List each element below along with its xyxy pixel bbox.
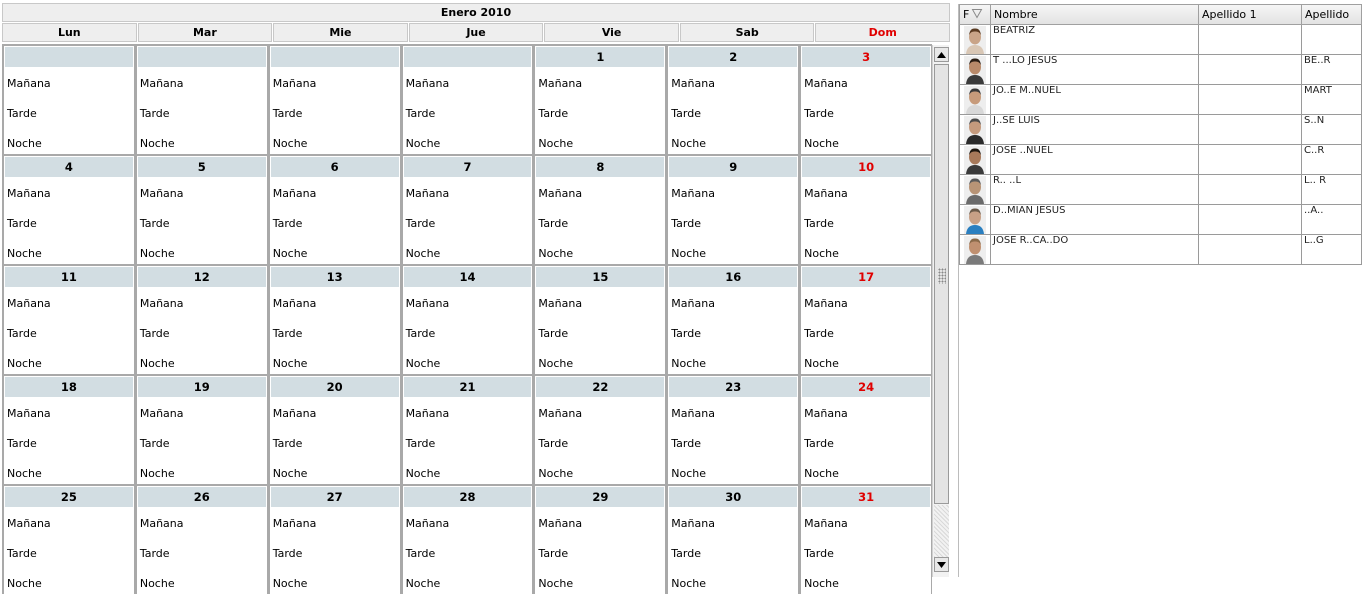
- shift-label-tarde[interactable]: Tarde: [804, 437, 834, 450]
- day-number: 18: [5, 377, 133, 397]
- apellido2-cell-text: L..G: [1304, 235, 1324, 246]
- day-number: 29: [536, 487, 664, 507]
- day-cell[interactable]: [135, 44, 268, 154]
- day-number: 8: [536, 157, 664, 177]
- shift-label-manana[interactable]: Mañana: [804, 187, 848, 200]
- day-number: 11: [5, 267, 133, 287]
- shift-label-tarde[interactable]: Tarde: [405, 107, 436, 120]
- shift-label-noche[interactable]: Noche: [538, 247, 574, 260]
- shift-label-noche[interactable]: Noche: [139, 577, 175, 590]
- shift-label-noche[interactable]: Noche: [272, 467, 308, 480]
- avatar: [964, 236, 986, 264]
- shift-label-noche[interactable]: Noche: [804, 357, 839, 370]
- shift-label-manana[interactable]: Mañana: [804, 77, 848, 90]
- day-cell[interactable]: [533, 484, 666, 594]
- shift-label-manana[interactable]: Mañana: [7, 407, 51, 420]
- shift-label-manana[interactable]: Mañana: [7, 77, 51, 90]
- shift-label-manana[interactable]: Mañana: [804, 517, 848, 530]
- shift-label-manana[interactable]: Mañana: [139, 77, 184, 90]
- nombre-cell-text: JO..E M..NUEL: [993, 85, 1061, 96]
- column-header-nombre[interactable]: Nombre: [991, 4, 1199, 25]
- column-header-photo-label: F: [963, 8, 970, 21]
- shift-label-tarde[interactable]: Tarde: [7, 437, 37, 450]
- day-number: 20: [271, 377, 399, 397]
- shift-label-manana[interactable]: Mañana: [671, 407, 715, 420]
- apellido2-cell: [1302, 115, 1362, 145]
- shift-label-manana[interactable]: Mañana: [804, 297, 848, 310]
- day-cell[interactable]: [401, 44, 534, 154]
- shift-label-noche[interactable]: Noche: [405, 467, 441, 480]
- day-cell[interactable]: [666, 44, 799, 154]
- shift-label-tarde[interactable]: Tarde: [7, 327, 37, 340]
- day-cell[interactable]: [799, 154, 932, 264]
- shift-label-noche[interactable]: Noche: [804, 137, 839, 150]
- day-number: 13: [271, 267, 399, 287]
- shift-label-tarde[interactable]: Tarde: [671, 327, 701, 340]
- day-number: 30: [669, 487, 797, 507]
- shift-label-noche[interactable]: Noche: [405, 357, 441, 370]
- apellido2-cell: [1302, 55, 1362, 85]
- table-row[interactable]: [959, 205, 1362, 235]
- day-number: 2: [669, 47, 797, 67]
- day-number: 19: [138, 377, 266, 397]
- day-number: 31: [802, 487, 930, 507]
- day-number: 17: [802, 267, 930, 287]
- photo-cell: [959, 55, 991, 85]
- apellido1-cell: [1199, 25, 1302, 55]
- nombre-cell-text: BEATRIZ: [993, 25, 1036, 36]
- column-header-apellido1[interactable]: Apellido 1: [1199, 4, 1302, 25]
- shift-label-manana[interactable]: Mañana: [272, 297, 317, 310]
- shift-label-manana[interactable]: Mañana: [538, 77, 583, 90]
- shift-label-noche[interactable]: Noche: [671, 467, 707, 480]
- shift-label-noche[interactable]: Noche: [272, 577, 308, 590]
- shift-label-manana[interactable]: Mañana: [7, 187, 51, 200]
- day-cell[interactable]: [135, 374, 268, 484]
- day-number: 5: [138, 157, 266, 177]
- shift-label-noche[interactable]: Noche: [538, 467, 574, 480]
- avatar: [964, 176, 986, 204]
- shift-label-manana[interactable]: Mañana: [538, 517, 583, 530]
- nombre-cell: [991, 115, 1199, 145]
- shift-label-tarde[interactable]: Tarde: [139, 217, 170, 230]
- sort-descending-icon: [972, 9, 982, 18]
- shift-label-manana[interactable]: Mañana: [272, 187, 317, 200]
- arrow-down-icon: [937, 562, 946, 568]
- day-cell[interactable]: [268, 484, 401, 594]
- apellido2-cell-text: L.. R: [1304, 175, 1327, 186]
- day-cell[interactable]: [533, 374, 666, 484]
- shift-label-noche[interactable]: Noche: [272, 137, 308, 150]
- nombre-cell-text: R.. ..L: [993, 175, 1022, 186]
- shift-label-tarde[interactable]: Tarde: [804, 327, 834, 340]
- day-cell[interactable]: [401, 484, 534, 594]
- weekday-sab: Sab: [680, 23, 815, 42]
- shift-label-manana[interactable]: Mañana: [272, 407, 317, 420]
- shift-label-tarde[interactable]: Tarde: [7, 547, 37, 560]
- day-cell[interactable]: [2, 44, 135, 154]
- avatar: [964, 116, 986, 144]
- weekday-jue: Jue: [409, 23, 544, 42]
- day-number: 10: [802, 157, 930, 177]
- column-header-photo[interactable]: [959, 4, 991, 25]
- shift-label-manana[interactable]: Mañana: [671, 297, 715, 310]
- shift-label-tarde[interactable]: Tarde: [405, 217, 436, 230]
- day-cell[interactable]: [401, 154, 534, 264]
- shift-label-manana[interactable]: Mañana: [671, 517, 715, 530]
- day-cell[interactable]: [268, 44, 401, 154]
- nombre-cell: [991, 205, 1199, 235]
- weekday-dom: Dom: [815, 23, 950, 42]
- apellido2-cell-text: MART: [1304, 85, 1332, 96]
- apellido2-cell: [1302, 175, 1362, 205]
- avatar: [964, 146, 986, 174]
- photo-cell: [959, 205, 991, 235]
- nombre-cell: [991, 55, 1199, 85]
- table-row[interactable]: [959, 175, 1362, 205]
- day-cell[interactable]: [401, 264, 534, 374]
- shift-label-noche[interactable]: Noche: [7, 467, 42, 480]
- day-number: [138, 47, 266, 67]
- nombre-cell-text: D..MIAN JESUS: [993, 205, 1066, 216]
- apellido1-cell: [1199, 85, 1302, 115]
- day-cell[interactable]: [135, 484, 268, 594]
- shift-label-tarde[interactable]: Tarde: [538, 217, 569, 230]
- day-cell[interactable]: [2, 484, 135, 594]
- day-cell[interactable]: [2, 264, 135, 374]
- shift-label-tarde[interactable]: Tarde: [538, 547, 569, 560]
- day-number: 22: [536, 377, 664, 397]
- shift-label-tarde[interactable]: Tarde: [139, 107, 170, 120]
- day-number: [404, 47, 532, 67]
- photo-cell: [959, 25, 991, 55]
- shift-label-manana[interactable]: Mañana: [538, 407, 583, 420]
- apellido1-cell: [1199, 235, 1302, 265]
- nombre-cell: [991, 175, 1199, 205]
- apellido2-cell: [1302, 25, 1362, 55]
- day-number: 14: [404, 267, 532, 287]
- day-cell[interactable]: [135, 154, 268, 264]
- scroll-up-button[interactable]: [934, 47, 949, 62]
- day-cell[interactable]: [666, 484, 799, 594]
- shift-label-manana[interactable]: Mañana: [405, 297, 450, 310]
- shift-label-noche[interactable]: Noche: [671, 577, 707, 590]
- employee-table-header: [959, 4, 1362, 25]
- apellido2-cell-text: C..R: [1304, 145, 1325, 156]
- shift-label-noche[interactable]: Noche: [671, 247, 707, 260]
- shift-label-noche[interactable]: Noche: [139, 137, 175, 150]
- shift-label-tarde[interactable]: Tarde: [804, 107, 834, 120]
- apellido1-cell: [1199, 115, 1302, 145]
- shift-label-manana[interactable]: Mañana: [139, 407, 184, 420]
- calendar-grid: [2, 44, 932, 594]
- day-number: 26: [138, 487, 266, 507]
- column-header-apellido2[interactable]: Apellido: [1302, 4, 1362, 25]
- shift-label-tarde[interactable]: Tarde: [272, 107, 303, 120]
- shift-label-manana[interactable]: Mañana: [405, 187, 450, 200]
- day-cell[interactable]: [268, 264, 401, 374]
- shift-label-tarde[interactable]: Tarde: [139, 437, 170, 450]
- shift-label-noche[interactable]: Noche: [671, 357, 707, 370]
- shift-label-noche[interactable]: Noche: [804, 577, 839, 590]
- shift-label-tarde[interactable]: Tarde: [139, 327, 170, 340]
- shift-label-tarde[interactable]: Tarde: [272, 437, 303, 450]
- photo-cell: [959, 175, 991, 205]
- shift-label-tarde[interactable]: Tarde: [804, 547, 834, 560]
- shift-label-noche[interactable]: Noche: [7, 247, 42, 260]
- shift-label-noche[interactable]: Noche: [272, 247, 308, 260]
- shift-label-manana[interactable]: Mañana: [538, 187, 583, 200]
- shift-label-manana[interactable]: Mañana: [272, 517, 317, 530]
- shift-label-manana[interactable]: Mañana: [405, 77, 450, 90]
- table-row[interactable]: [959, 85, 1362, 115]
- photo-cell: [959, 145, 991, 175]
- shift-label-tarde[interactable]: Tarde: [538, 437, 569, 450]
- shift-label-noche[interactable]: Noche: [272, 357, 308, 370]
- shift-label-tarde[interactable]: Tarde: [538, 107, 569, 120]
- shift-label-manana[interactable]: Mañana: [139, 187, 184, 200]
- day-cell[interactable]: [799, 264, 932, 374]
- day-number: 23: [669, 377, 797, 397]
- apellido2-cell: [1302, 145, 1362, 175]
- day-cell[interactable]: [666, 374, 799, 484]
- day-number: 28: [404, 487, 532, 507]
- shift-label-tarde[interactable]: Tarde: [671, 217, 701, 230]
- shift-label-noche[interactable]: Noche: [139, 467, 175, 480]
- arrow-up-icon: [937, 52, 946, 58]
- shift-label-manana[interactable]: Mañana: [671, 77, 715, 90]
- weekday-mie: Mie: [273, 23, 408, 42]
- shift-label-noche[interactable]: Noche: [7, 577, 42, 590]
- nombre-cell-text: T ...LO JESUS: [993, 55, 1058, 66]
- nombre-cell: [991, 145, 1199, 175]
- shift-label-tarde[interactable]: Tarde: [139, 547, 170, 560]
- day-cell[interactable]: [799, 484, 932, 594]
- day-cell[interactable]: [799, 374, 932, 484]
- apellido1-cell: [1199, 55, 1302, 85]
- scrollbar-track[interactable]: [934, 505, 949, 557]
- day-number: 21: [404, 377, 532, 397]
- photo-cell: [959, 85, 991, 115]
- shift-label-manana[interactable]: Mañana: [671, 187, 715, 200]
- apellido1-cell: [1199, 145, 1302, 175]
- shift-label-noche[interactable]: Noche: [538, 357, 574, 370]
- day-cell[interactable]: [799, 44, 932, 154]
- day-cell[interactable]: [2, 374, 135, 484]
- shift-label-tarde[interactable]: Tarde: [804, 217, 834, 230]
- shift-label-tarde[interactable]: Tarde: [7, 107, 37, 120]
- nombre-cell: [991, 85, 1199, 115]
- day-number: 4: [5, 157, 133, 177]
- nombre-cell-text: JOSE R..CA..DO: [993, 235, 1069, 246]
- shift-label-noche[interactable]: Noche: [7, 137, 42, 150]
- day-number: 24: [802, 377, 930, 397]
- shift-label-tarde[interactable]: Tarde: [7, 217, 37, 230]
- day-number: 25: [5, 487, 133, 507]
- day-number: 6: [271, 157, 399, 177]
- shift-label-noche[interactable]: Noche: [538, 137, 574, 150]
- day-number: 12: [138, 267, 266, 287]
- table-row[interactable]: [959, 145, 1362, 175]
- day-cell[interactable]: [2, 154, 135, 264]
- photo-cell: [959, 235, 991, 265]
- day-cell[interactable]: [666, 264, 799, 374]
- day-number: [271, 47, 399, 67]
- avatar: [964, 26, 986, 54]
- shift-label-manana[interactable]: Mañana: [7, 517, 51, 530]
- apellido2-cell: [1302, 235, 1362, 265]
- shift-label-noche[interactable]: Noche: [671, 137, 707, 150]
- shift-label-noche[interactable]: Noche: [139, 247, 175, 260]
- apellido1-cell: [1199, 175, 1302, 205]
- table-row[interactable]: [959, 25, 1362, 55]
- shift-label-tarde[interactable]: Tarde: [671, 107, 701, 120]
- day-number: [5, 47, 133, 67]
- shift-label-noche[interactable]: Noche: [405, 137, 441, 150]
- avatar: [964, 206, 986, 234]
- nombre-cell: [991, 235, 1199, 265]
- shift-label-noche[interactable]: Noche: [804, 467, 839, 480]
- day-cell[interactable]: [533, 154, 666, 264]
- shift-label-tarde[interactable]: Tarde: [272, 217, 303, 230]
- day-cell[interactable]: [268, 374, 401, 484]
- scrollbar-grip-icon: [938, 268, 946, 284]
- shift-label-manana[interactable]: Mañana: [139, 517, 184, 530]
- shift-label-manana[interactable]: Mañana: [804, 407, 848, 420]
- nombre-cell-text: JOSE ..NUEL: [993, 145, 1053, 156]
- day-number: 15: [536, 267, 664, 287]
- apellido2-cell: [1302, 85, 1362, 115]
- scrollbar-thumb[interactable]: [934, 64, 949, 504]
- day-number: 27: [271, 487, 399, 507]
- day-number: 9: [669, 157, 797, 177]
- apellido2-cell-text: S..N: [1304, 115, 1325, 126]
- nombre-cell: [991, 25, 1199, 55]
- table-row[interactable]: [959, 115, 1362, 145]
- shift-label-tarde[interactable]: Tarde: [671, 437, 701, 450]
- table-row[interactable]: [959, 235, 1362, 265]
- day-cell[interactable]: [268, 154, 401, 264]
- calendar-grid-viewport: [2, 44, 932, 590]
- day-cell[interactable]: [135, 264, 268, 374]
- day-number: 16: [669, 267, 797, 287]
- shift-label-manana[interactable]: Mañana: [7, 297, 51, 310]
- shift-label-noche[interactable]: Noche: [7, 357, 42, 370]
- shift-label-noche[interactable]: Noche: [405, 577, 441, 590]
- employee-table: [958, 4, 1350, 577]
- day-number: 1: [536, 47, 664, 67]
- shift-label-tarde[interactable]: Tarde: [405, 327, 436, 340]
- shift-label-manana[interactable]: Mañana: [405, 407, 450, 420]
- shift-label-tarde[interactable]: Tarde: [405, 547, 436, 560]
- shift-label-tarde[interactable]: Tarde: [671, 547, 701, 560]
- day-cell[interactable]: [533, 44, 666, 154]
- shift-label-noche[interactable]: Noche: [804, 247, 839, 260]
- shift-label-noche[interactable]: Noche: [139, 357, 175, 370]
- shift-label-noche[interactable]: Noche: [405, 247, 441, 260]
- shift-label-manana[interactable]: Mañana: [538, 297, 583, 310]
- month-title: Enero 2010: [2, 3, 950, 22]
- shift-label-manana[interactable]: Mañana: [272, 77, 317, 90]
- photo-cell: [959, 115, 991, 145]
- avatar: [964, 86, 986, 114]
- shift-label-tarde[interactable]: Tarde: [538, 327, 569, 340]
- shift-label-manana[interactable]: Mañana: [405, 517, 450, 530]
- shift-label-manana[interactable]: Mañana: [139, 297, 184, 310]
- weekday-vie: Vie: [544, 23, 679, 42]
- calendar-scrollbar[interactable]: [932, 45, 949, 577]
- shift-label-tarde[interactable]: Tarde: [405, 437, 436, 450]
- nombre-cell-text: J..SE LUIS: [993, 115, 1040, 126]
- apellido1-cell: [1199, 205, 1302, 235]
- table-row[interactable]: [959, 55, 1362, 85]
- weekday-mar: Mar: [138, 23, 273, 42]
- shift-label-tarde[interactable]: Tarde: [272, 327, 303, 340]
- day-cell[interactable]: [533, 264, 666, 374]
- shift-label-noche[interactable]: Noche: [538, 577, 574, 590]
- day-cell[interactable]: [401, 374, 534, 484]
- day-cell[interactable]: [666, 154, 799, 264]
- weekday-lun: Lun: [2, 23, 137, 42]
- day-number: 7: [404, 157, 532, 177]
- avatar: [964, 56, 986, 84]
- weekday-header: [2, 23, 950, 42]
- shift-label-tarde[interactable]: Tarde: [272, 547, 303, 560]
- apellido2-cell: [1302, 205, 1362, 235]
- apellido2-cell-text: BE..R: [1304, 55, 1331, 66]
- scroll-down-button[interactable]: [934, 557, 949, 572]
- day-number: 3: [802, 47, 930, 67]
- apellido2-cell-text: ..A..: [1304, 205, 1324, 216]
